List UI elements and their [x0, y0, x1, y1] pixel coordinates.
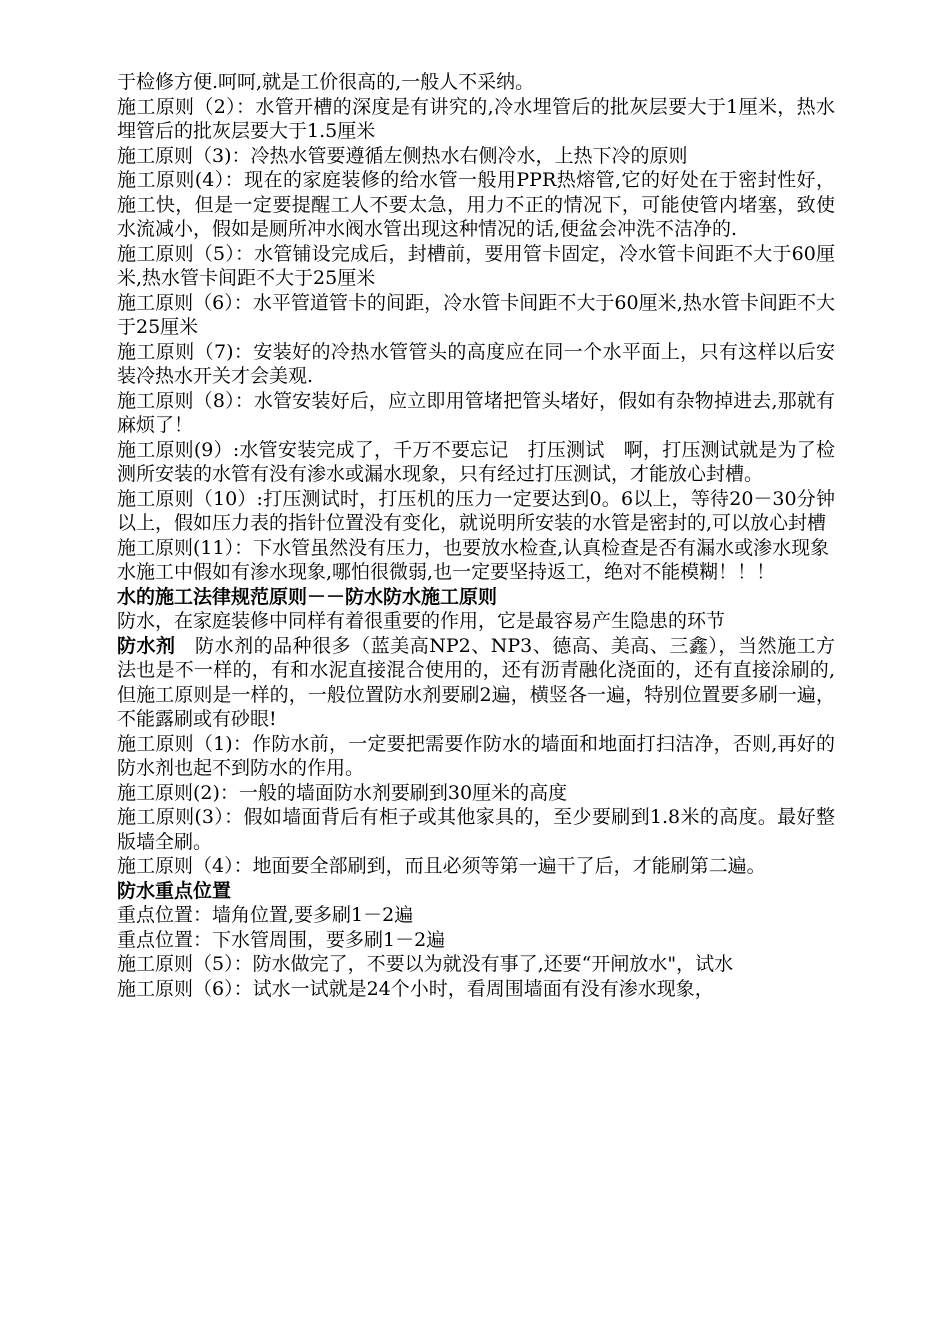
paragraph-10: 施工原则（10）:打压测试时，打压机的压力一定要达到0。6以上，等待20－30分钟以上，假如压力表的指针位置没有变化，就说明所安装的水管是密封的,可以放心封槽 [117, 487, 835, 534]
paragraph-15: 施工原则（1)：作防水前，一定要把需要作防水的墙面和地面打扫洁净，否则,再好的防水剂也起不到防水的作用。 [117, 732, 835, 779]
section-heading-key-positions: 防水重点位置 [117, 879, 232, 902]
paragraph-4: 施工原则(4）：现在的家庭装修的给水管一般用PPR热熔管,它的好处在于密封性好，施工快，但是一定要提醒工人不要太急，用力不正的情况下，可能使管内堵塞，致使水流减小，假如是厕所冲水阀水管出现这种情况的话,便盆会冲洗不洁净的. [117, 169, 835, 240]
paragraph-2: 施工原则（2）：水管开槽的深度是有讲究的,冷水埋管后的批灰层要大于1厘米，热水埋管后的批灰层要大于1.5厘米 [117, 95, 835, 142]
lead-term: 防水剂 [117, 634, 176, 657]
paragraph-11: 施工原则(11）：下水管虽然没有压力，也要放水检查,认真检查是否有漏水或渗水现象 [117, 536, 830, 559]
lead-text: 防水剂的品种很多（蓝美高NP2、NP3、德高、美高、三鑫），当然施工方法也是不一样的，有和水泥直接混合使用的，还有沥青融化浇面的，还有直接涂刷的,但施工原则是一样的，一般位置防水剂要刷2遍，横竖各一遍，特别位置要多刷一遍，不能露刷或有砂眼! [117, 634, 835, 730]
paragraph-7: 施工原则（7)：安装好的冷热水管管头的高度应在同一个水平面上，只有这样以后安装冷热水开关才会美观. [117, 340, 835, 387]
paragraph-8: 施工原则（8）：水管安装好后，应立即用管堵把管头堵好，假如有杂物掉进去,那就有麻烦了！ [117, 389, 835, 436]
paragraph-21: 重点位置：下水管周围，要多刷1－2遍 [117, 928, 446, 951]
paragraph-17: 施工原则(3）：假如墙面背后有柜子或其他家具的，至少要刷到1.8米的高度。最好整版墙全刷。 [117, 806, 835, 853]
paragraph-9: 施工原则(9）:水管安装完成了，千万不要忘记 打压测试 啊，打压测试就是为了检测所安装的水管有没有渗水或漏水现象，只有经过打压测试，才能放心封槽。 [117, 438, 835, 485]
paragraph-22: 施工原则（5）：防水做完了，不要以为就没有事了,还要“开闸放水"，试水 [117, 953, 734, 975]
paragraph-23: 施工原则（6）：试水一试就是24个小时，看周围墙面有没有渗水现象， [117, 977, 714, 1000]
paragraph-6: 施工原则（6）：水平管道管卡的间距，冷水管卡间距不大于60厘米,热水管卡间距不大于25厘米 [117, 291, 835, 338]
paragraph-16: 施工原则(2)：一般的墙面防水剂要刷到30厘米的高度 [117, 781, 568, 804]
paragraph-13: 防水，在家庭装修中同样有着很重要的作用，它是最容易产生隐患的环节 [117, 610, 726, 632]
paragraph-1: 于检修方便.呵呵,就是工价很高的,一般人不采纳。 [117, 71, 535, 93]
paragraph-waterproof-agent [117, 634, 835, 732]
document-body [117, 70, 835, 1001]
section-heading-waterproof: 水的施工法律规范原则－－防水防水施工原则 [117, 585, 498, 608]
paragraph-18: 施工原则（4）：地面要全部刷到，而且必须等第一遍干了后，才能刷第二遍。 [117, 855, 766, 877]
paragraph-20: 重点位置：墙角位置,要多刷1－2遍 [117, 904, 414, 926]
paragraph-12: 水施工中假如有渗水现象,哪怕很微弱,也一定要坚持返工，绝对不能模糊！！！ [117, 561, 776, 583]
paragraph-3: 施工原则（3)：冷热水管要遵循左侧热水右侧冷水，上热下冷的原则 [117, 144, 688, 167]
paragraph-5: 施工原则（5）：水管铺设完成后，封槽前，要用管卡固定，冷水管卡间距不大于60厘米,热水管卡间距不大于25厘米 [117, 242, 835, 289]
